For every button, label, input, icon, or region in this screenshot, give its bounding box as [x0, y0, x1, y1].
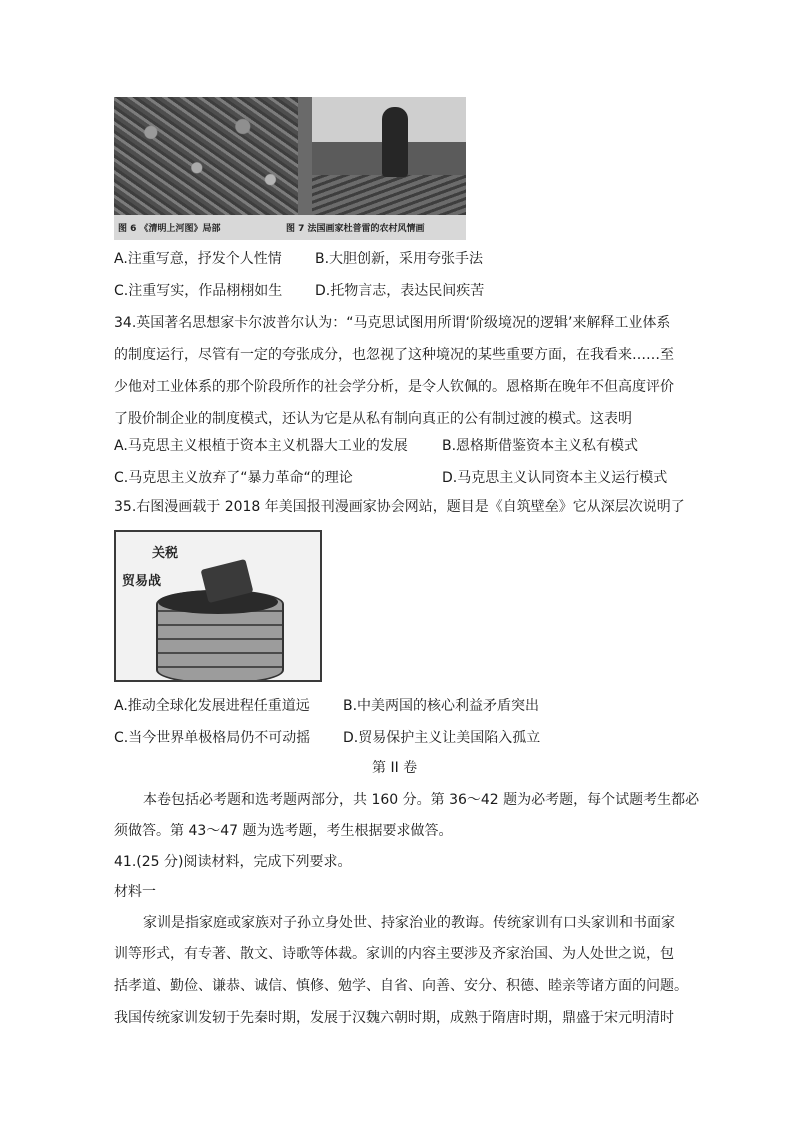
- rural-painting-image: [312, 97, 466, 215]
- fig6-caption: 图 6 《清明上河图》局部: [118, 224, 221, 234]
- q41-material-line-2: 训等形式，有专著、散文、诗歌等体裁。家训的内容主要涉及齐家治国、为人处世之说，包: [114, 946, 674, 962]
- q34-stem-line-3: 少他对工业体系的那个阶段所作的社会学分析，是令人钦佩的。恩格斯在晚年不但高度评价: [114, 379, 674, 395]
- q34-stem-line-4: 了股价制企业的制度模式，还认为它是从私有制向真正的公有制过渡的模式。这表明: [114, 411, 632, 427]
- q41-material-label: 材料一: [114, 884, 156, 900]
- q35-stem: 35.右图漫画载于 2018 年美国报刊漫画家协会网站，题目是《自筑壁垒》它从深层次说明了: [114, 499, 685, 515]
- q35-option-a: A.推动全球化发展进程任重道远: [114, 698, 310, 714]
- q34-option-a: A.马克思主义根植于资本主义机器大工业的发展: [114, 438, 408, 454]
- q34-stem-line-1: 34.英国著名思想家卡尔波普尔认为：“马克思试图用所谓‘阶级境况的逻辑’来解释工业体系: [114, 315, 671, 331]
- q33-option-a: A.注重写意，抒发个人性情: [114, 251, 282, 267]
- figure-caption-bar: [114, 215, 466, 240]
- trade-war-cartoon: [114, 530, 322, 682]
- q33-option-c: C.注重写实，作品栩栩如生: [114, 283, 283, 299]
- q33-option-b: B.大胆创新，采用夸张手法: [315, 251, 484, 267]
- q41-material-line-1: 家训是指家庭或家族对子孙立身处世、持家治业的教诲。传统家训有口头家训和书面家: [143, 915, 675, 931]
- q33-option-d: D.托物言志，表达民间疾苦: [315, 283, 485, 299]
- brick-well-icon: [156, 590, 284, 682]
- q35-option-c: C.当今世界单极格局仍不可动摇: [114, 730, 311, 746]
- q41-stem: 41.(25 分)阅读材料，完成下列要求。: [114, 854, 352, 870]
- fig7-caption: 图 7 法国画家杜普雷的农村风情画: [286, 224, 425, 234]
- q35-option-d: D.贸易保护主义让美国陷入孤立: [343, 730, 541, 746]
- q34-option-b: B.恩格斯借鉴资本主义私有模式: [442, 438, 639, 454]
- q34-option-d: D.马克思主义认同资本主义运行模式: [442, 470, 668, 486]
- cartoon-label-tariff: 关税: [152, 546, 179, 561]
- q41-material-line-3: 括孝道、勤俭、谦恭、诚信、慎修、勉学、自省、向善、安分、积德、睦亲等诸方面的问题。: [114, 978, 688, 994]
- qingming-painting-image: [114, 97, 298, 215]
- figure-strip: [114, 97, 466, 240]
- q41-material-line-4: 我国传统家训发轫于先秦时期，发展于汉魏六朝时期，成熟于隋唐时期，鼎盛于宋元明清时: [114, 1010, 674, 1026]
- part-2-title: 第 II 卷: [372, 760, 418, 776]
- farmer-figure: [382, 107, 408, 177]
- part-2-intro-line-1: 本卷包括必考题和选考题两部分，共 160 分。第 36～42 题为必考题，每个试题考生都必: [143, 792, 700, 808]
- cartoon-label-trade-war: 贸易战: [122, 574, 162, 589]
- q34-stem-line-2: 的制度运行，尽管有一定的夸张成分，也忽视了这种境况的某些重要方面，在我看来……至: [114, 347, 674, 363]
- q34-option-c: C.马克思主义放弃了“暴力革命“的理论: [114, 470, 353, 486]
- q35-option-b: B.中美两国的核心利益矛盾突出: [343, 698, 540, 714]
- part-2-intro-line-2: 须做答。第 43～47 题为选考题，考生根据要求做答。: [114, 823, 453, 839]
